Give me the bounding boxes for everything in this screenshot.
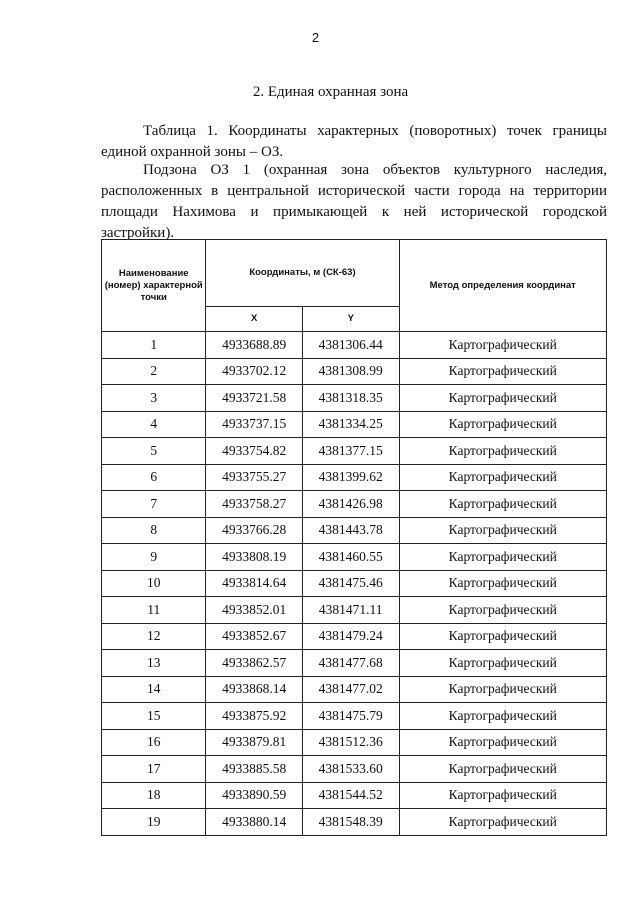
method-cell: Картографический: [399, 756, 607, 783]
method-cell: Картографический: [399, 385, 607, 412]
x-coordinate-cell: 4933758.27: [206, 491, 303, 518]
header-coordinates: Координаты, м (СК-63): [206, 240, 399, 307]
point-number-cell: 15: [102, 703, 206, 730]
y-coordinate-cell: 4381306.44: [302, 332, 399, 359]
x-coordinate-cell: 4933862.57: [206, 650, 303, 677]
x-coordinate-cell: 4933879.81: [206, 729, 303, 756]
table-row: [102, 729, 607, 756]
table-row: [102, 809, 607, 836]
table-row: [102, 411, 607, 438]
table-row: [102, 358, 607, 385]
table-row: [102, 756, 607, 783]
y-coordinate-cell: 4381471.11: [302, 597, 399, 624]
method-cell: Картографический: [399, 517, 607, 544]
y-coordinate-cell: 4381544.52: [302, 782, 399, 809]
x-coordinate-cell: 4933755.27: [206, 464, 303, 491]
method-cell: Картографический: [399, 809, 607, 836]
table-row: [102, 703, 607, 730]
table-row: [102, 385, 607, 412]
point-number-cell: 7: [102, 491, 206, 518]
table-row: [102, 597, 607, 624]
x-coordinate-cell: 4933702.12: [206, 358, 303, 385]
point-number-cell: 8: [102, 517, 206, 544]
point-number-cell: 17: [102, 756, 206, 783]
y-coordinate-cell: 4381475.79: [302, 703, 399, 730]
point-number-cell: 18: [102, 782, 206, 809]
table-row: [102, 491, 607, 518]
table-row: [102, 464, 607, 491]
method-cell: Картографический: [399, 623, 607, 650]
table-caption: Таблица 1. Координаты характерных (поворотных) точек границы единой охранной зоны – ОЗ.: [101, 123, 607, 160]
y-coordinate-cell: 4381377.15: [302, 438, 399, 465]
method-cell: Картографический: [399, 597, 607, 624]
y-coordinate-cell: 4381399.62: [302, 464, 399, 491]
section-heading: 2. Единая охранная зона: [252, 84, 409, 100]
subzone-description: Подзона ОЗ 1 (охранная зона объектов культурного наследия, расположенных в центральной исторической части города на территории площади Нахимова и примыкающей к ней исторической городской застройки).: [101, 162, 607, 241]
x-coordinate-cell: 4933880.14: [206, 809, 303, 836]
y-coordinate-cell: 4381477.02: [302, 676, 399, 703]
point-number-cell: 13: [102, 650, 206, 677]
table-row: [102, 438, 607, 465]
method-cell: Картографический: [399, 729, 607, 756]
table-row: [102, 782, 607, 809]
header-method: Метод определения координат: [399, 240, 607, 332]
x-coordinate-cell: 4933885.58: [206, 756, 303, 783]
point-number-cell: 11: [102, 597, 206, 624]
method-cell: Картографический: [399, 438, 607, 465]
method-cell: Картографический: [399, 676, 607, 703]
y-coordinate-cell: 4381533.60: [302, 756, 399, 783]
x-coordinate-cell: 4933766.28: [206, 517, 303, 544]
x-coordinate-cell: 4933852.67: [206, 623, 303, 650]
method-cell: Картографический: [399, 544, 607, 571]
table-body: [102, 332, 607, 836]
header-point-name: Наименование (номер) характерной точки: [102, 240, 206, 332]
y-coordinate-cell: 4381443.78: [302, 517, 399, 544]
page-number: 2: [311, 30, 320, 45]
table-row: [102, 623, 607, 650]
y-coordinate-cell: 4381460.55: [302, 544, 399, 571]
x-coordinate-cell: 4933875.92: [206, 703, 303, 730]
x-coordinate-cell: 4933814.64: [206, 570, 303, 597]
point-number-cell: 5: [102, 438, 206, 465]
y-coordinate-cell: 4381548.39: [302, 809, 399, 836]
point-number-cell: 16: [102, 729, 206, 756]
x-coordinate-cell: 4933754.82: [206, 438, 303, 465]
table-row: [102, 332, 607, 359]
method-cell: Картографический: [399, 411, 607, 438]
header-y: Y: [302, 307, 399, 332]
y-coordinate-cell: 4381318.35: [302, 385, 399, 412]
y-coordinate-cell: 4381512.36: [302, 729, 399, 756]
method-cell: Картографический: [399, 703, 607, 730]
point-number-cell: 14: [102, 676, 206, 703]
x-coordinate-cell: 4933852.01: [206, 597, 303, 624]
method-cell: Картографический: [399, 650, 607, 677]
point-number-cell: 12: [102, 623, 206, 650]
x-coordinate-cell: 4933737.15: [206, 411, 303, 438]
table-row: [102, 676, 607, 703]
y-coordinate-cell: 4381308.99: [302, 358, 399, 385]
method-cell: Картографический: [399, 332, 607, 359]
point-number-cell: 1: [102, 332, 206, 359]
method-cell: Картографический: [399, 570, 607, 597]
y-coordinate-cell: 4381426.98: [302, 491, 399, 518]
point-number-cell: 4: [102, 411, 206, 438]
method-cell: Картографический: [399, 464, 607, 491]
y-coordinate-cell: 4381479.24: [302, 623, 399, 650]
x-coordinate-cell: 4933721.58: [206, 385, 303, 412]
coordinates-table: [101, 239, 607, 836]
table-row: [102, 544, 607, 571]
table-row: [102, 650, 607, 677]
header-x: X: [206, 307, 303, 332]
point-number-cell: 2: [102, 358, 206, 385]
point-number-cell: 6: [102, 464, 206, 491]
method-cell: Картографический: [399, 358, 607, 385]
method-cell: Картографический: [399, 782, 607, 809]
x-coordinate-cell: 4933868.14: [206, 676, 303, 703]
point-number-cell: 3: [102, 385, 206, 412]
point-number-cell: 19: [102, 809, 206, 836]
method-cell: Картографический: [399, 491, 607, 518]
table-row: [102, 517, 607, 544]
point-number-cell: 9: [102, 544, 206, 571]
x-coordinate-cell: 4933808.19: [206, 544, 303, 571]
y-coordinate-cell: 4381334.25: [302, 411, 399, 438]
point-number-cell: 10: [102, 570, 206, 597]
y-coordinate-cell: 4381475.46: [302, 570, 399, 597]
table-row: [102, 570, 607, 597]
x-coordinate-cell: 4933688.89: [206, 332, 303, 359]
y-coordinate-cell: 4381477.68: [302, 650, 399, 677]
x-coordinate-cell: 4933890.59: [206, 782, 303, 809]
